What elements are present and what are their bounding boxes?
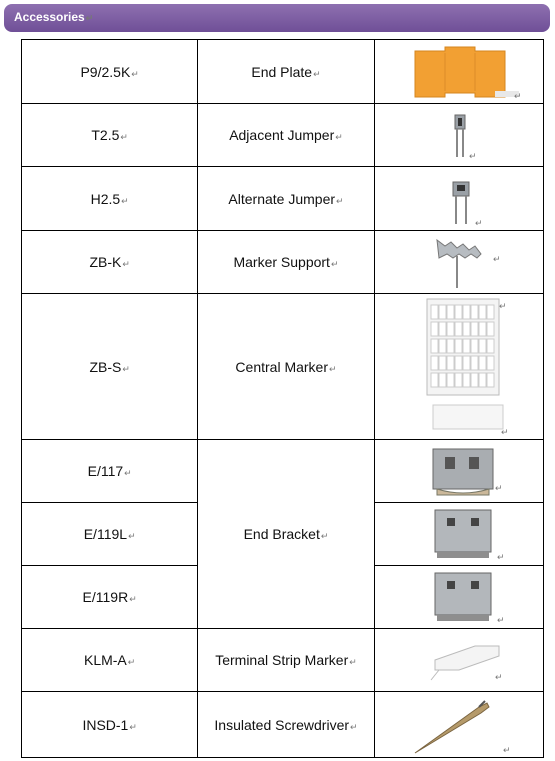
svg-text:↵: ↵: [492, 253, 501, 264]
table-row: [22, 104, 544, 167]
svg-text:↵: ↵: [496, 614, 505, 625]
accessories-table: [21, 39, 544, 758]
part-name-cell: Marker Support↵: [198, 231, 374, 294]
table-row: [22, 40, 544, 104]
table-row: [22, 692, 544, 758]
part-image-cell: [374, 503, 543, 566]
part-code-cell: ZB-K↵: [22, 231, 198, 294]
part-code-cell: INSD-1↵: [22, 692, 198, 758]
svg-text:↵: ↵: [500, 426, 509, 437]
svg-text:↵: ↵: [494, 482, 503, 493]
end-bracket-right-icon: [375, 567, 544, 628]
part-code-cell: E/117↵: [22, 440, 198, 503]
svg-text:↵: ↵: [496, 551, 505, 562]
central-marker-sheet-icon: [375, 295, 544, 439]
svg-text:↵: ↵: [494, 671, 503, 682]
table-row: [22, 294, 544, 440]
svg-text:↵: ↵: [468, 150, 477, 161]
terminal-strip-marker-icon: [375, 630, 544, 691]
part-image-cell: [374, 40, 543, 104]
svg-text:↵: ↵: [513, 90, 522, 101]
table-row: [22, 629, 544, 692]
insulated-screwdriver-icon: [375, 693, 544, 757]
part-image-cell: [374, 167, 543, 231]
part-code-cell: KLM-A↵: [22, 629, 198, 692]
part-image-cell: [374, 566, 543, 629]
end-bracket-left-icon: [375, 504, 544, 565]
part-name-cell: Insulated Screwdriver↵: [198, 692, 374, 758]
part-code-cell: E/119L↵: [22, 503, 198, 566]
part-name-cell: Adjacent Jumper↵: [198, 104, 374, 167]
part-name-cell: Alternate Jumper↵: [198, 167, 374, 231]
part-image-cell: [374, 629, 543, 692]
table-row: [22, 231, 544, 294]
svg-text:↵: ↵: [502, 744, 511, 755]
part-image-cell: [374, 440, 543, 503]
part-name-cell: End Bracket↵: [198, 440, 374, 629]
part-image-cell: [374, 104, 543, 167]
part-code-cell: T2.5↵: [22, 104, 198, 167]
part-name-cell: End Plate↵: [198, 40, 374, 104]
marker-support-icon: [375, 232, 544, 293]
part-name-cell: Terminal Strip Marker↵: [198, 629, 374, 692]
part-code-cell: E/119R↵: [22, 566, 198, 629]
part-code-cell: H2.5↵: [22, 167, 198, 231]
table-row: [22, 167, 544, 231]
part-image-cell: [374, 692, 543, 758]
section-header: [4, 4, 550, 32]
part-image-cell: [374, 231, 543, 294]
part-code-cell: ZB-S↵: [22, 294, 198, 440]
adjacent-jumper-icon: [375, 105, 544, 166]
part-image-cell: [374, 294, 543, 440]
end-bracket-icon: [375, 441, 544, 502]
section-title: Accessories↵: [14, 10, 94, 24]
part-name-cell: Central Marker↵: [198, 294, 374, 440]
svg-text:↵: ↵: [498, 300, 507, 311]
svg-text:↵: ↵: [474, 217, 483, 228]
table-row: [22, 440, 544, 503]
part-code-cell: P9/2.5K↵: [22, 40, 198, 104]
alternate-jumper-icon: [375, 168, 544, 230]
orange-end-plate-icon: [375, 41, 544, 103]
